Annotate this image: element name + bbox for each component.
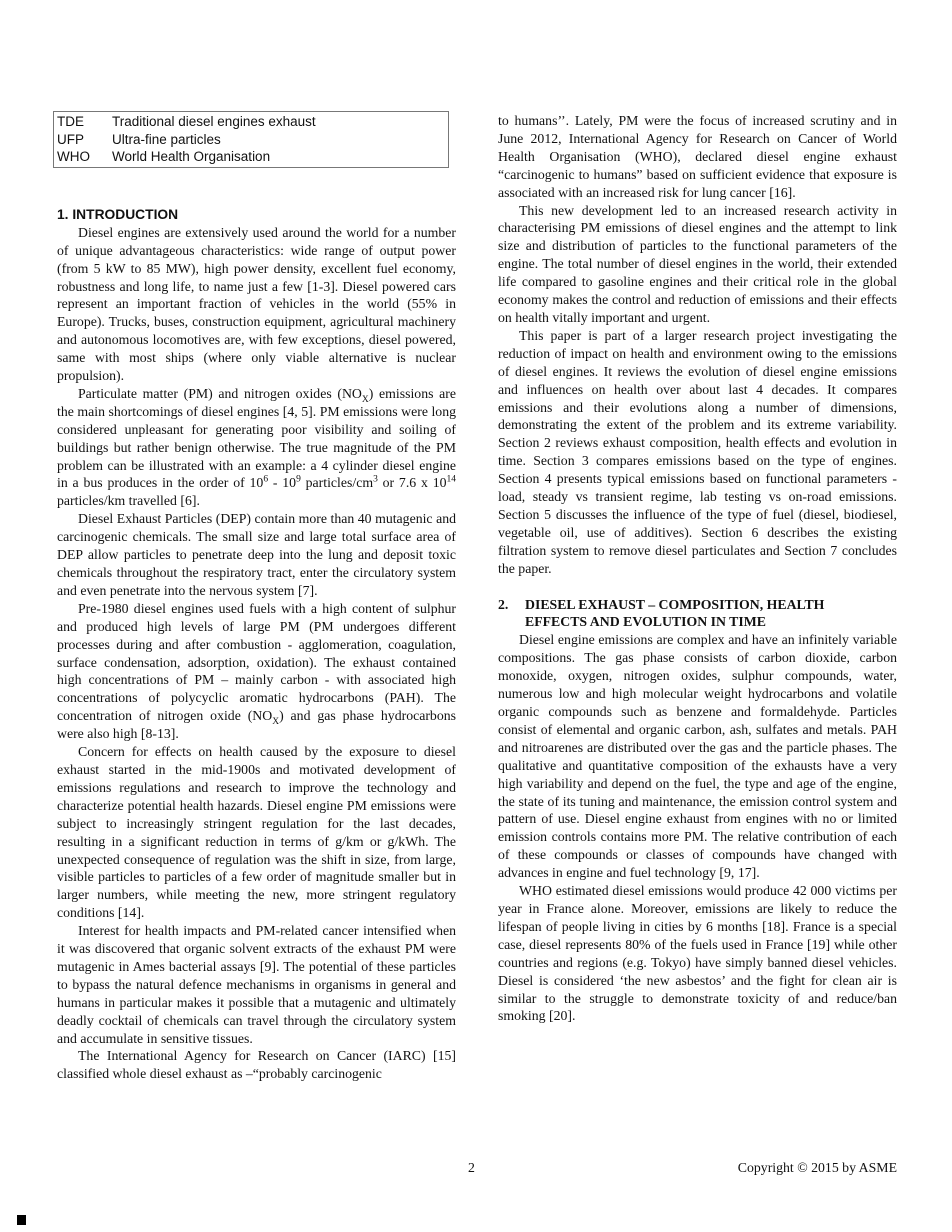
left-column [57,111,456,1083]
abbreviation-row [57,131,445,149]
right-column [498,112,897,1025]
corner-mark [17,1215,26,1225]
paragraph: to humans’’. Lately, PM were the focus of increased scrutiny and in June 2012, International Agency for Research on Cancer of World Health Organisation (WHO), declared diesel engine exhaust “carcinogenic to humans” based on sufficient evidence that exposure is associated with an increased risk for lung cancer [16]. [498,113,897,200]
page-number: 2 [468,1160,475,1175]
paragraph: The International Agency for Research on Cancer (IARC) [15] classified whole diesel exhaust as –“probably carcinogenic [57,1048,456,1082]
section-heading-diesel-exhaust: 2. DIESEL EXHAUST – COMPOSITION, HEALTH EFFECTS AND EVOLUTION IN TIME [498,596,825,630]
abbreviation-meaning: Ultra-fine particles [112,131,221,147]
paragraph: This paper is part of a larger research project investigating the reduction of impact on health and environment owing to the emissions of diesel engines. It reviews the evolution of diesel engine emissions and influences on health over about last 4 decades. It compares emissions and their evolutions along a number of dimensions, demonstrating the extent of the problem and its extreme variability. Section 2 reviews exhaust composition, health effects and evolution in time. Section 3 compares emissions based on the type of engines. Section 4 presents typical emissions based on functional parameters - load, steady vs transient regime, lab testing vs on-road emissions. Section 5 discusses the influence of the type of fuel (diesel, biodiesel, vegetable oil, use of additives). Section 6 describes the existing filtration system to remove diesel particulates and Section 7 concludes the paper. [498,327,897,576]
copyright-notice: Copyright © 2015 by ASME [737,1160,897,1175]
abbreviation-row [57,113,445,131]
abbreviation-key: UFP [57,131,84,147]
paragraph: Diesel engine emissions are complex and have an infinitely variable compositions. The gas phase consists of carbon dioxide, carbon monoxide, oxygen, nitrogen oxides, sulphur compounds, water, numerous low and high molecular weight hydrocarbons and volatile organic compounds such as benzene and formaldehyde. Particles consist of elemental and organic carbon, ash, sulfates and metals. PAH and nitroarenes are distributed over the gas and the particle phases. The qualitative and quantitative composition of the exhausts have a very high variability and depend on the fuel, the type and age of the engine, the state of its tuning and maintenance, the emission control system and pattern of use. Diesel engine exhaust from engines with no or limited emission controls contains more PM. The relative contribution of each of these compounds or classes of compounds have changed with advances in engine and fuel technology [9, 17]. [498,632,897,881]
paragraph: Pre-1980 diesel engines used fuels with a high content of sulphur and produced high levels of large PM (PM undergoes different processes during and after combustion - agglomeration, coagulation, surface condensation, adsorption, oxidation). The exhaust contained high concentrations of PM – mainly carbon - with associated high concentrations of polycyclic aromatic hydrocarbons (PAH). The concentration of nitrogen oxide $(NO_X)$ and gas phase hydrocarbons were also high [8-13]. [57,600,456,742]
paragraph: This new development led to an increased research activity in characterising PM emissions of diesel engines and the attempt to link size and distribution of particles to the functional parameters of the engine. The total number of diesel engines in the world, their extended life compared to gasoline engines and their critical role in the global economy makes the control and reduction of emissions and their effects on health vitally important and urgent. [498,202,897,325]
paragraph: WHO estimated diesel emissions would produce 42 000 victims per year in France alone. Moreover, emissions are likely to reduce the lifespan of people living in cities by 6 months [18]. France is a special case, diesel represents 80% of the fuels used in France [19] while other countries and regions (e.g. Tokyo) have simply banned diesel vehicles. Diesel is considered ‘the new asbestos’ and the fight for clean air is similar to the struggle to demonstrate toxicity of and reduce/ban smoking [20]. [498,883,897,1024]
section-heading-introduction: 1. INTRODUCTION [57,206,179,222]
abbreviation-table [53,111,449,168]
paragraph: Particulate matter (PM) and nitrogen oxides $(NO_X)$ emissions are the main shortcomings of diesel engines [4, 5]. PM emissions were long considered unpleasant for generating poor visibility and soiling of buildings but rather benign otherwise. The true magnitude of the PM problem can be illustrated with an example: a 4 cylinder diesel engine in a bus produces in the order of $10^6 - 10^9$ particles/$cm^3$ or 7.6 x $10^{14}$ particles/km travelled [6]. [57,385,456,509]
paragraph: Interest for health impacts and PM-related cancer intensified when it was discovered that organic solvent extracts of the exhaust PM were mutagenic in Ames bacterial assays [9]. The potential of these particles to bypass the natural defence mechanisms in organisms in general and humans in particular makes it possible that a mutagenic and ultimately deadly cocktail of chemicals can travel through the circulatory system and accumulate in sensitive tissues. [57,923,456,1046]
abbreviation-key: WHO [57,149,90,165]
paragraph: Diesel engines are extensively used around the world for a number of unique advantageous characteristics: wide range of output power (from 5 kW to 85 MW), high power density, excellent fuel economy, robustness and long life, to name just a few [1-3]. Diesel powered cars represent an important fraction of vehicles in the world (55% in Europe). Trucks, buses, construction equipment, agricultural machinery and autonomous locomotives are, with few exceptions, diesel powered, same with most ships (where only viable alternative is nuclear propulsion). [57,224,456,384]
abbreviation-row [57,148,445,166]
abbreviation-meaning: World Health Organisation [112,149,271,165]
paragraph: Diesel Exhaust Particles (DEP) contain more than 40 mutagenic and carcinogenic chemicals. The small size and large total surface area of DEP allow particles to penetrate deep into the lung and deposit toxic chemicals throughout the respiratory tract, enter the circulatory system and even penetrate into the nervous system [7]. [57,511,456,598]
abbreviation-key: TDE [57,114,84,129]
abbreviation-meaning: Traditional diesel engines exhaust [112,114,316,129]
paragraph: Concern for effects on health caused by the exposure to diesel exhaust started in the mid-1900s and motivated development of emissions regulations and research to improve the technology and characterize potential health hazards. Diesel engine PM emissions were subject to increasingly stringent regulation for the last decades, resulting in a significant reduction in terms of g/km or g/kWh. The unexpected consequence of regulation was the shift in size, from large, visible particles to particles of a few order of magnitude smaller but in larger numbers, while meeting the new, more stringent regulatory conditions [14]. [57,744,456,921]
